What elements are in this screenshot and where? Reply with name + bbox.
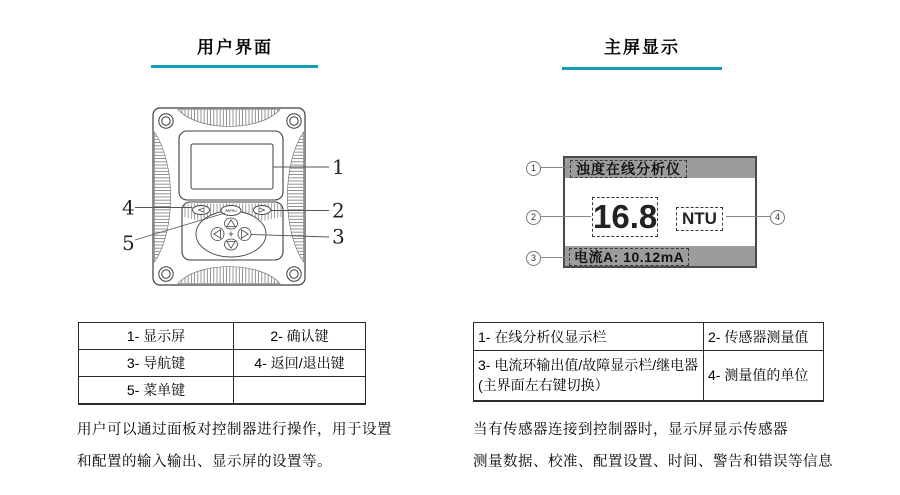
- table-row: [79, 377, 366, 405]
- section-title-user-interface: 用户界面: [197, 38, 273, 57]
- part-display: 1- 显示屏: [79, 323, 234, 350]
- confirm-key: [254, 206, 271, 215]
- callout-number-2: 2: [332, 198, 345, 223]
- display-screen: [191, 144, 273, 189]
- part-value-unit: 4- 测量值的单位: [704, 351, 824, 401]
- callout-number-4: 4: [122, 195, 135, 220]
- table-row: [79, 350, 366, 377]
- main-screen-diagram: [563, 156, 757, 268]
- main-screen-parts-table: [473, 322, 824, 402]
- measurement-unit: NTU: [676, 207, 723, 231]
- leader-line-3: [541, 257, 569, 258]
- controller-panel-diagram: [120, 100, 350, 290]
- current-output-text: 电流A: 10.12mA: [569, 248, 689, 266]
- part-sensor-value: 2- 传感器测量值: [704, 323, 824, 351]
- table-row: [79, 323, 366, 350]
- callout-number-5: 5: [122, 231, 135, 255]
- back-exit-key: [193, 206, 210, 215]
- callout-circle-1: 1: [526, 161, 541, 176]
- description-line: 用户可以通过面板对控制器进行操作，用于设置: [77, 422, 392, 438]
- part-current-loop-line2: (主界面左右键切换）: [478, 377, 609, 394]
- part-current-loop: [474, 351, 704, 401]
- callout-circle-4: 4: [770, 210, 785, 225]
- part-confirm-key: 2- 确认键: [234, 323, 366, 350]
- analyzer-title-text: 浊度在线分析仪: [570, 160, 687, 178]
- measurement-value: 16.8: [593, 198, 658, 235]
- leader-line-1: [541, 167, 570, 168]
- empty-cell: [234, 377, 366, 405]
- part-nav-keys: 3- 导航键: [79, 350, 234, 377]
- section-title-main-screen: 主屏显示: [604, 38, 680, 57]
- user-interface-parts-table: [78, 322, 366, 405]
- callout-number-3: 3: [332, 224, 345, 249]
- callout-number-1: 1: [332, 155, 345, 179]
- table-row: [474, 323, 824, 351]
- table-row: [474, 351, 824, 401]
- callout-circle-2: 2: [526, 210, 541, 225]
- description-line: 当有传感器连接到控制器时，显示屏显示传感器: [473, 422, 788, 438]
- leader-line-2: [541, 216, 591, 217]
- description-line: 测量数据、校准、配置设置、时间、警告和错误等信息: [473, 454, 833, 470]
- accent-underline-right: [562, 67, 722, 70]
- callout-circle-3: 3: [526, 251, 541, 266]
- description-line: 和配置的输入输出、显示屏的设置等。: [77, 454, 332, 470]
- user-interface-description: [77, 414, 417, 478]
- main-screen-description: [473, 414, 893, 478]
- part-current-loop-line1: 3- 电流环输出值/故障显示栏/继电器: [478, 357, 699, 374]
- part-back-key: 4- 返回/退出键: [234, 350, 366, 377]
- accent-underline-left: [151, 65, 318, 68]
- part-menu-key: 5- 菜单键: [79, 377, 234, 405]
- leader-line-4: [726, 216, 770, 217]
- menu-key-label: Menu: [225, 208, 237, 213]
- part-analyzer-bar: 1- 在线分析仪显示栏: [474, 323, 704, 351]
